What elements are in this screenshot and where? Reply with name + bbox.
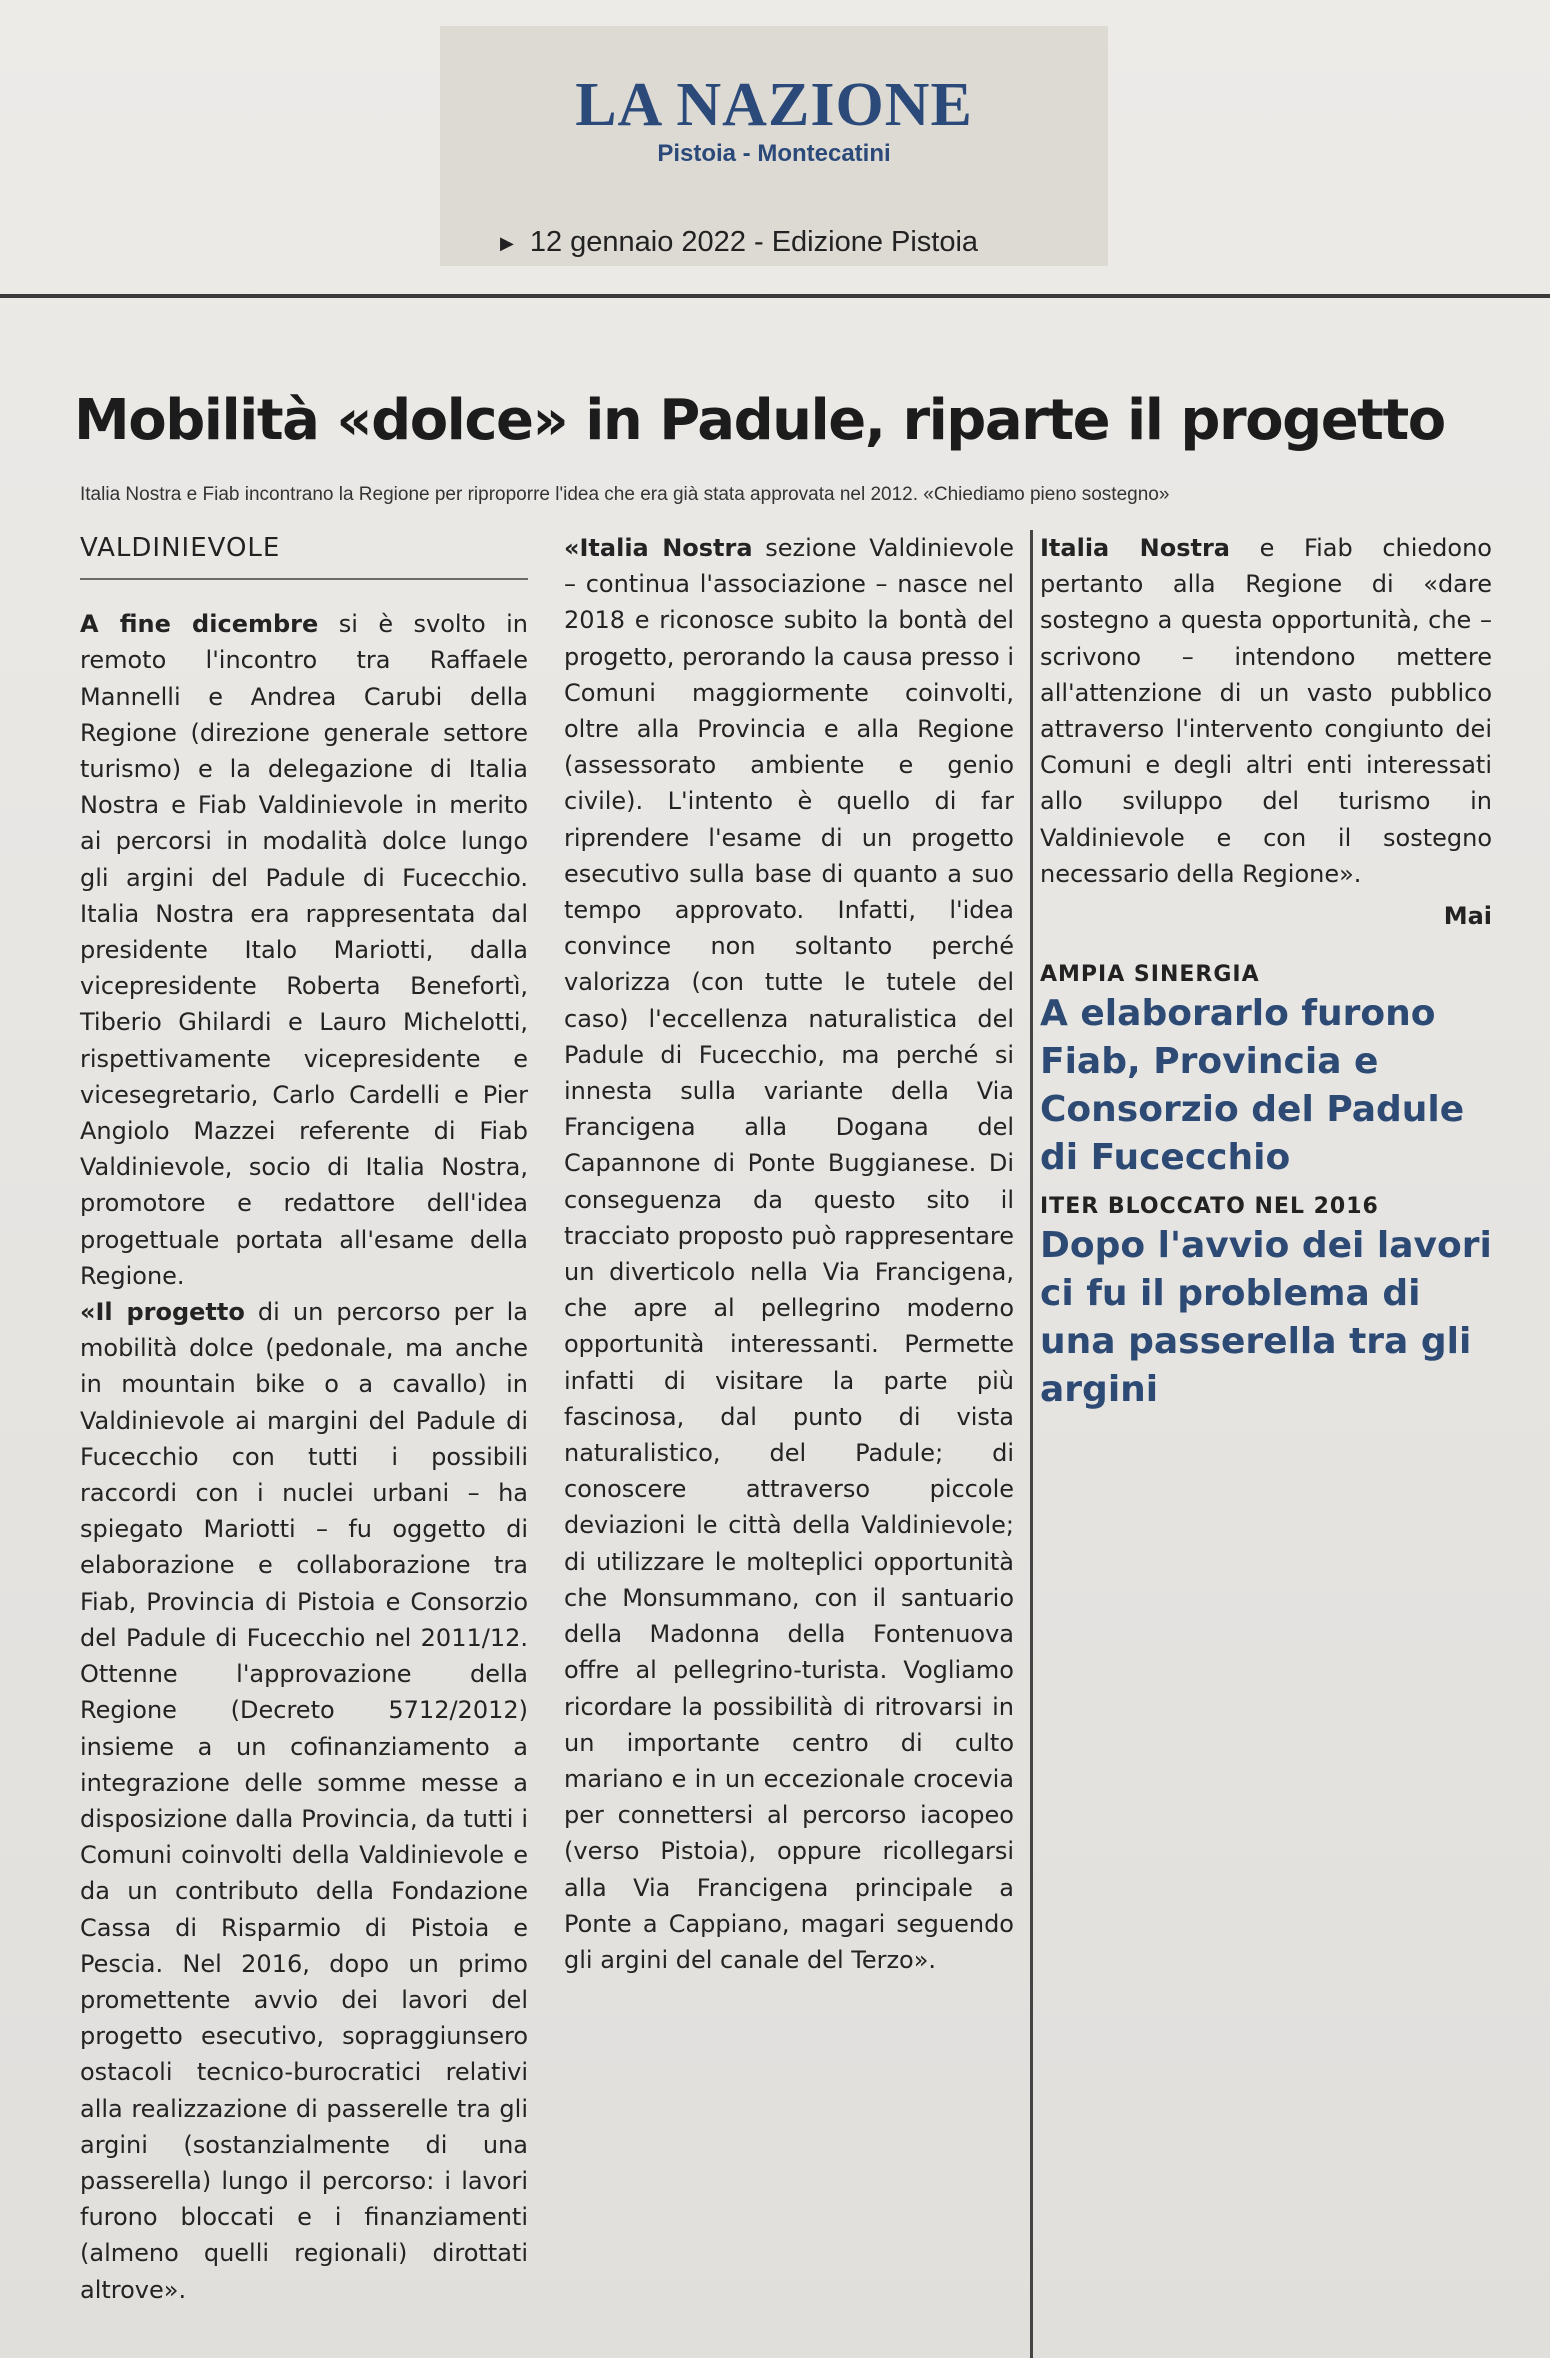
sidebar-callout-2: Dopo l'avvio dei lavori ci fu il problema di una passerella tra gli argini [1040, 1225, 1492, 1411]
sidebar-kicker-2: ITER BLOCCATO NEL 2016 [1040, 1194, 1379, 1220]
column-divider [1030, 530, 1033, 2358]
edition-date [500, 226, 978, 259]
paragraph-1-text: si è svolto in remoto l'incontro tra Raffaele Mannelli e Andrea Carubi della Regione (direzione generale settore turismo) e la delegazione di Italia Nostra e Fiab Valdinievole in merito ai percorsi in modalità dolce lungo gli argini del Padule di Fucecchio. Italia Nostra era rappresentata dal presidente Italo Mariotti, dalla vicepresidente Roberta Benefortì, Tiberio Ghilardi e Lauro Michelotti, rispettivamente vicepresidente e vicesegretario, Carlo Cardelli e Pier Angiolo Mazzei referente di Fiab Valdinievole, socio di Italia Nostra, promotore e redattore dell'idea progettuale portata all'esame della Regione. [80, 610, 529, 1290]
article-column-1 [80, 530, 528, 2308]
paragraph-3-lead: «Italia Nostra [564, 534, 753, 562]
paragraph-4-lead: Italia Nostra [1040, 534, 1230, 562]
masthead-title: LA NAZIONE [575, 71, 973, 139]
article-column-3 [1040, 530, 1492, 1424]
article-headline: Mobilità «dolce» in Padule, riparte il progetto [74, 388, 1445, 453]
paragraph-3 [564, 530, 1014, 1978]
author-signature: Mai [1443, 902, 1492, 931]
paragraph-2-lead: «Il progetto [80, 1298, 245, 1327]
paragraph-3-text: sezione Valdinievole – continua l'associazione – nasce nel 2018 e riconosce subito la bontà del progetto, perorando la causa presso i Comuni maggiormente coinvolti, oltre alla Provincia e alla Regione (assessorato ambiente e genio civile). L'intento è quello di far riprendere l'esame di un progetto esecutivo sulla base di quanto a suo tempo approvato. Infatti, l'idea convince non soltanto perché valorizza (con tutte le tutele del caso) l'eccellenza naturalistica del Padule di Fucecchio, ma perché si innesta sulla variante della Via Francigena alla Dogana del Capannone di Ponte Buggianese. Di conseguenza da questo sito il tracciato proposto può rappresentare un diverticolo nella Via Francigena, che apre al pellegrino moderno opportunità interessanti. Permette infatti di visitare la parte più fascinosa, dal punto di vista naturalistico, del Padule; di conoscere attraverso piccole deviazioni le città della Valdinievole; di utilizzare le molteplici opportunità che Monsummano, con il santuario della Madonna della Fontenuova offre al pellegrino-turista. Vogliamo ricordare la possibilità di ritrovarsi in un importante centro di culto mariano e in un eccezionale crocevia per connettersi al percorso iacopeo (verso Pistoia), oppure ricollegarsi alla Via Francigena principale a Ponte a Cappiano, magari seguendo gli argini del canale del Terzo». [564, 534, 1014, 1974]
sidebar-callout-1: A elaborarlo furono Fiab, Provincia e Consorzio del Padule di Fucecchio [1040, 993, 1465, 1179]
masthead [440, 26, 1108, 266]
article-column-2 [564, 530, 1014, 1978]
paragraph-4 [1040, 530, 1492, 892]
paragraph-4-text: e Fiab chiedono pertanto alla Regione di «dare sostegno a questa opportunità, che – scrivono – intendono mettere all'attenzione di un vasto pubblico attraverso l'intervento congiunto dei Comuni e degli altri enti interessati allo sviluppo del turismo in Valdinievole e con il sostegno necessario della Regione». [1040, 534, 1492, 888]
paragraph-2-text: di un percorso per la mobilità dolce (pedonale, ma anche in mountain bike o a cavallo) in Valdinievole ai margini del Padule di Fucecchio con tutti i possibili raccordi con i nuclei urbani – ha spiegato Mariotti – fu oggetto di elaborazione e collaborazione tra Fiab, Provincia di Pistoia e Consorzio del Padule di Fucecchio nel 2011/12. Ottenne l'approvazione della Regione (Decreto 5712/2012) insieme a un cofinanziamento a integrazione delle somme messe a disposizione dalla Provincia, da tutti i Comuni coinvolti della Valdinievole e da un contributo della Fondazione Cassa di Risparmio di Pistoia e Pescia. Nel 2016, dopo un primo promettente avvio dei lavori del progetto esecutivo, sopraggiunsero ostacoli tecnico-burocratici relativi alla realizzazione di passerelle tra gli argini (sostanzialmente di una passerella) lungo il percorso: i lavori furono bloccati e i finanziamenti (almeno quelli regionali) dirottati altrove». [80, 1298, 528, 2304]
paragraph-2 [80, 1294, 528, 2308]
header-divider [0, 294, 1550, 298]
article-subtitle: Italia Nostra e Fiab incontrano la Regione per riproporre l'idea che era già stata approvata nel 2012. «Chiediamo pieno sostegno» [80, 484, 1170, 505]
paragraph-1-lead: A fine dicembre [80, 610, 319, 639]
play-arrow-icon: ▶ [500, 232, 514, 253]
paragraph-1 [80, 606, 528, 1294]
section-label: VALDINIEVOLE [80, 530, 528, 580]
edition-date-text: 12 gennaio 2022 - Edizione Pistoia [529, 226, 979, 258]
sidebar-kicker-1: AMPIA SINERGIA [1040, 962, 1260, 988]
masthead-subtitle: Pistoia - Montecatini [657, 140, 891, 167]
